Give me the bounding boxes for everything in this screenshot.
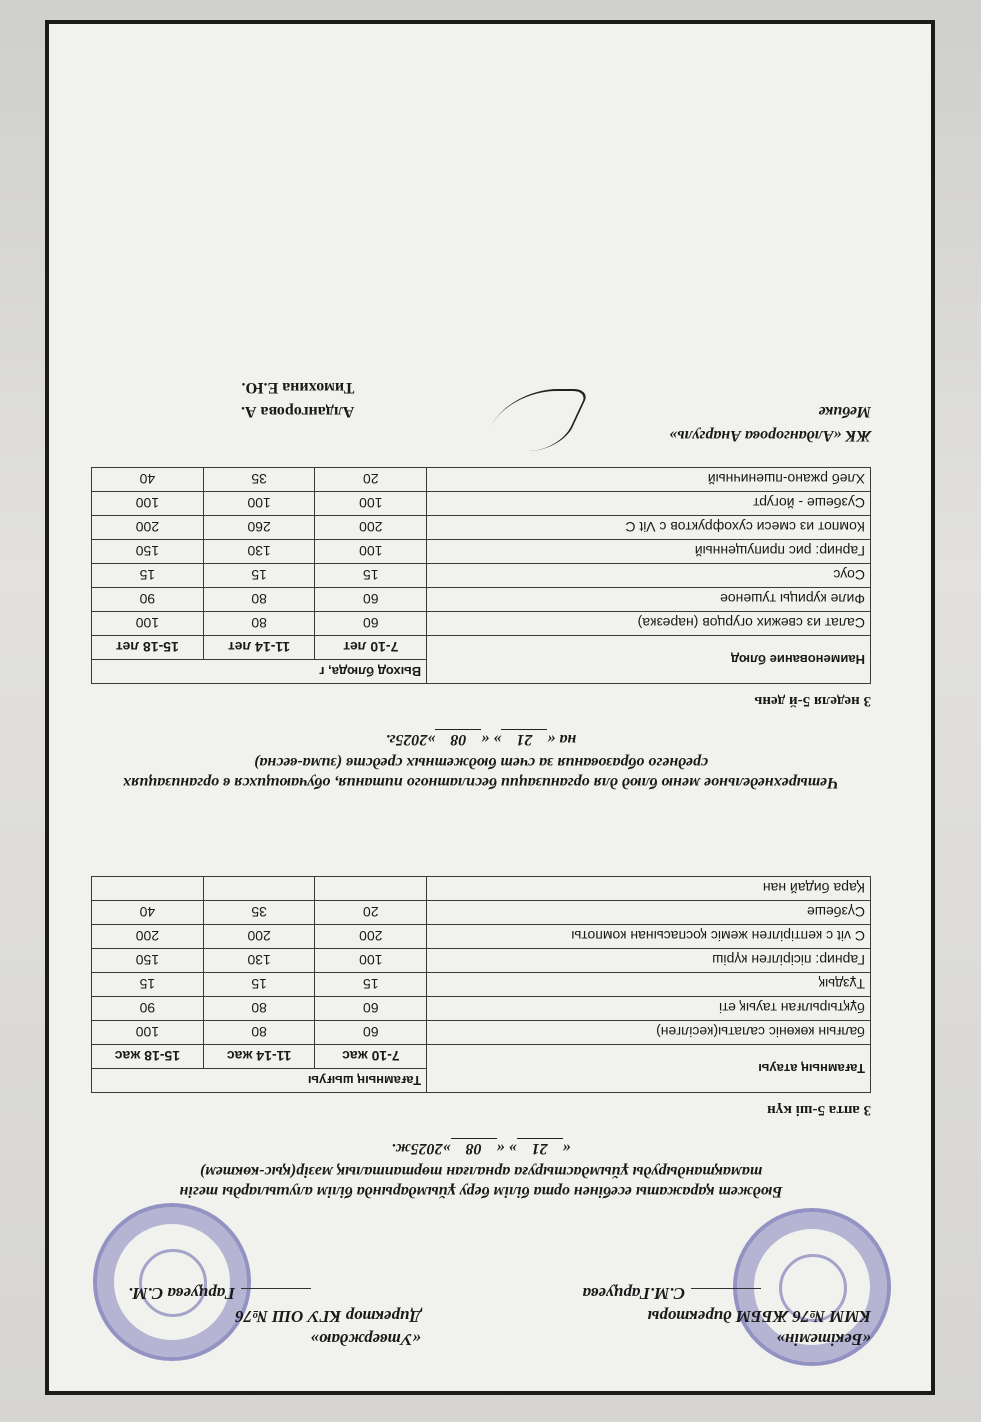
ru-head-name: Наименование блюд	[427, 636, 871, 684]
yield-cell: 80	[203, 612, 315, 636]
approval-kz	[541, 1282, 871, 1351]
yield-cell: 60	[315, 588, 427, 612]
signature-line	[691, 1288, 761, 1289]
yield-cell: 80	[203, 588, 315, 612]
yield-cell: 100	[315, 949, 427, 973]
dish-name: Сүзбеше	[427, 901, 871, 925]
table-row	[92, 564, 871, 588]
ru-age-col: 15-18 лет	[92, 636, 204, 660]
approval-kz-position: КММ №76 ЖББМ директоры	[647, 1307, 871, 1326]
yield-cell: 80	[203, 997, 315, 1021]
kz-week-label: 3 апта 5-ші күн	[767, 1102, 871, 1118]
yield-cell: 15	[92, 564, 204, 588]
kz-head-yield: Тағамның шығуы	[92, 1069, 427, 1093]
yield-cell: 60	[315, 612, 427, 636]
signatory-name: Тимохина Е.Ю.	[241, 379, 355, 396]
dish-name: Гарнир: пісірілген күріш	[427, 949, 871, 973]
ru-date: на «21» «08»2025г.	[385, 731, 577, 748]
yield-cell: 15	[203, 564, 315, 588]
dish-name: Қара бидай нан	[427, 877, 871, 901]
dish-name: Филе курицы тушеное	[427, 588, 871, 612]
yield-cell: 90	[92, 997, 204, 1021]
yield-cell: 150	[92, 540, 204, 564]
table-row	[92, 901, 871, 925]
yield-cell: 100	[92, 1021, 204, 1045]
yield-cell: 260	[203, 516, 315, 540]
signature-line	[241, 1288, 311, 1289]
yield-cell: 20	[315, 468, 427, 492]
table-row	[92, 973, 871, 997]
table-row	[92, 468, 871, 492]
signatory-names	[241, 375, 354, 423]
table-row	[92, 540, 871, 564]
yield-cell: 100	[315, 540, 427, 564]
yield-cell: 15	[92, 973, 204, 997]
approval-ru-heading: «Утверждаю»	[310, 1330, 421, 1349]
yield-cell: 200	[92, 516, 204, 540]
table-row	[92, 997, 871, 1021]
dish-name: бұқтырылған тауық еті	[427, 997, 871, 1021]
yield-cell: 100	[92, 492, 204, 516]
menu-document	[45, 20, 935, 1395]
yield-cell: 15	[315, 973, 427, 997]
yield-cell: 130	[203, 949, 315, 973]
table-row	[92, 877, 871, 901]
supplier-block	[91, 379, 871, 447]
yield-cell	[92, 877, 204, 901]
document-content	[91, 379, 871, 1351]
kz-date-month: 08	[451, 1138, 497, 1157]
approval-ru-name: Гарцуева С.М.	[128, 1284, 235, 1303]
yield-cell: 130	[203, 540, 315, 564]
yield-cell: 200	[315, 516, 427, 540]
supplier-name: ЖК «Алдангорова Анаргуль»	[669, 427, 871, 444]
yield-cell: 200	[315, 925, 427, 949]
dish-name: С vit с кептірілген жеміс қоспасынан компоты	[427, 925, 871, 949]
kz-date-year: »2025ж.	[391, 1140, 451, 1157]
kz-head-name: Тағамның атауы	[427, 1045, 871, 1093]
yield-cell: 100	[315, 492, 427, 516]
yield-cell: 20	[315, 901, 427, 925]
supplier-role: Мебике	[818, 403, 871, 420]
yield-cell	[203, 877, 315, 901]
yield-cell: 40	[92, 901, 204, 925]
approval-ru-position: Директор КГУ ОШ №76	[235, 1307, 421, 1326]
ru-date-day: 21	[501, 729, 547, 748]
ru-menu-title: Четырехнедельное меню блюд для организации бесплатного питания, обучающихся в организациях среднего образования за счет бюджетных средств (зима-весна)	[123, 754, 839, 791]
spacer	[91, 792, 871, 876]
yield-cell: 200	[92, 925, 204, 949]
yield-cell: 60	[315, 1021, 427, 1045]
yield-cell: 200	[203, 925, 315, 949]
dish-name: Тұздық	[427, 973, 871, 997]
table-row	[92, 925, 871, 949]
ru-date-prefix: на «	[547, 731, 577, 748]
approval-ru	[91, 1282, 421, 1351]
table-row	[92, 516, 871, 540]
kz-menu-title: Бюджет қаражаты есебінен орта білім беру ұйымдарында білім алушыларды тегін тамақтандыруды ұйымдастыруға арналған төртапталық мәзір(қыс-көктем)	[179, 1163, 783, 1200]
kz-age-col: 11-14 жас	[203, 1045, 315, 1069]
ru-menu-table	[91, 467, 871, 684]
table-row	[92, 612, 871, 636]
kz-age-col: 7-10 жас	[315, 1045, 427, 1069]
dish-name: Гарнир: рис припущенный	[427, 540, 871, 564]
yield-cell: 15	[203, 973, 315, 997]
yield-cell	[315, 877, 427, 901]
yield-cell: 35	[203, 468, 315, 492]
ru-date-year: »2025г.	[385, 731, 436, 748]
yield-cell: 80	[203, 1021, 315, 1045]
table-row	[92, 949, 871, 973]
yield-cell: 100	[92, 612, 204, 636]
yield-cell: 100	[203, 492, 315, 516]
yield-cell: 90	[92, 588, 204, 612]
ru-head-yield: Выход блюда, г	[92, 660, 427, 684]
table-row	[92, 492, 871, 516]
table-row	[92, 1021, 871, 1045]
ru-week-label: 3 неделя 5-й день	[754, 693, 871, 709]
table-row	[92, 588, 871, 612]
yield-cell: 60	[315, 997, 427, 1021]
kz-age-col: 15-18 жас	[92, 1045, 204, 1069]
ru-age-col: 7-10 лет	[315, 636, 427, 660]
yield-cell: 40	[92, 468, 204, 492]
signatory-name: Алдангорова А.	[241, 403, 355, 420]
approval-kz-name: С.М.Гарцуева	[582, 1284, 685, 1303]
approval-kz-heading: «Бекітемін»	[776, 1330, 871, 1349]
yield-cell: 35	[203, 901, 315, 925]
dish-name: Салат из свежих огурцов (нарезка)	[427, 612, 871, 636]
dish-name: Сузбеше - йогурт	[427, 492, 871, 516]
yield-cell: 150	[92, 949, 204, 973]
dish-name: балғын көкөніс салаты(кесілген)	[427, 1021, 871, 1045]
approval-block	[91, 1201, 871, 1351]
kz-date: «21» «08»2025ж.	[391, 1140, 571, 1157]
dish-name: Хлеб ржано-пшеничный	[427, 468, 871, 492]
yield-cell: 15	[315, 564, 427, 588]
dish-name: Компот из смеси сухофруктов с Vit С	[427, 516, 871, 540]
dish-name: Соус	[427, 564, 871, 588]
ru-date-month: 08	[435, 729, 481, 748]
kz-menu-table	[91, 876, 871, 1093]
kz-date-day: 21	[517, 1138, 563, 1157]
ru-age-col: 11-14 лет	[203, 636, 315, 660]
